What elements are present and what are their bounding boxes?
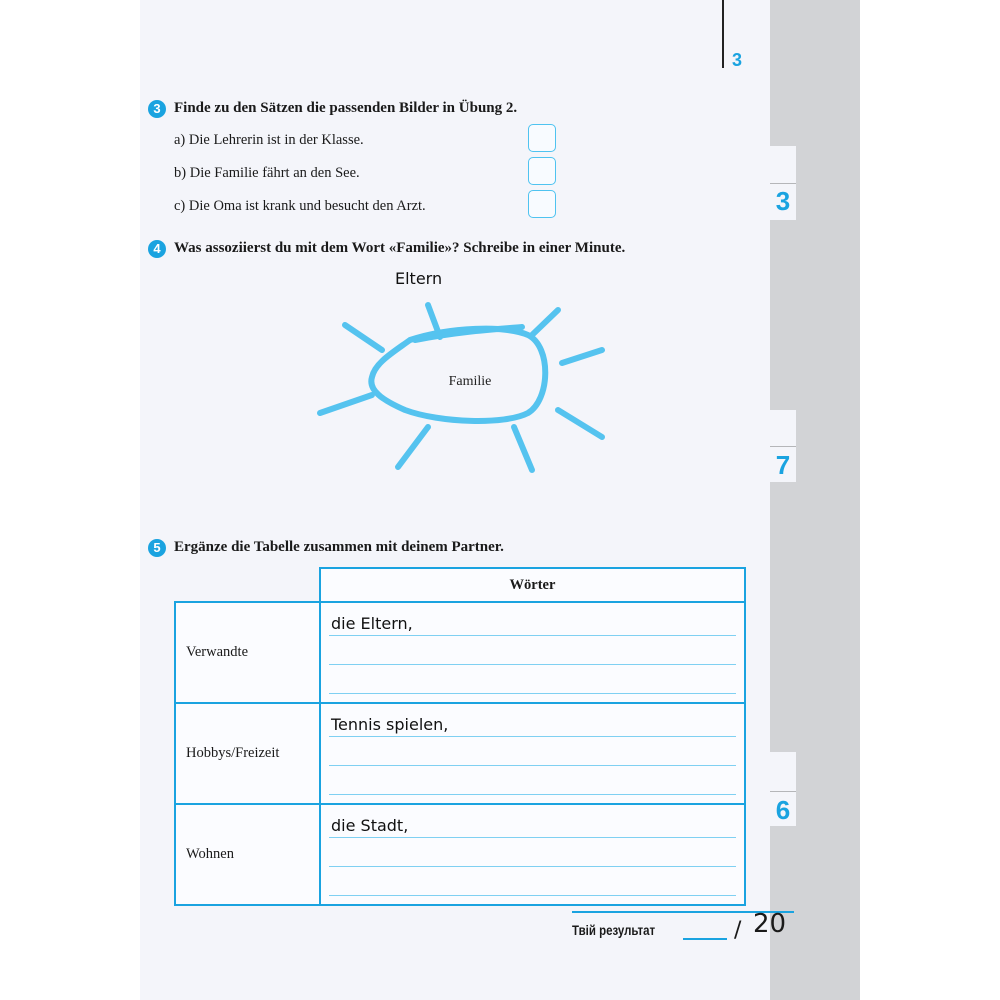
item-letter: c) [174,198,186,214]
answer-box[interactable] [528,190,556,218]
answer-box[interactable] [528,124,556,152]
writing-line[interactable] [329,708,736,737]
handwritten-entry: die Stadt, [331,816,409,835]
item-text: Die Lehrerin ist in der Klasse. [188,132,364,148]
table-row [175,703,745,804]
sun-ray [532,310,558,335]
writing-line[interactable] [329,607,736,636]
writing-line[interactable] [329,838,736,867]
page-number-rule [722,0,724,68]
side-tab-rule [770,183,796,184]
score-label: Твій результат [572,922,656,938]
score-max: 20 [753,909,787,939]
sun-ray [320,395,372,413]
item-text: Die Familie fährt an den See. [189,165,360,181]
strip-top [722,0,770,90]
writing-line[interactable] [329,636,736,665]
item-letter: a) [174,132,186,148]
word-sun-diagram [300,295,620,485]
exercise-item [174,165,360,182]
word-cell[interactable] [320,804,745,905]
row-label: Wohnen [175,804,320,905]
page-number: 3 [732,50,743,70]
handwritten-example: Eltern [395,269,443,288]
exercise-heading: Ergänze die Tabelle zusammen mit deinem Partner. [174,539,504,555]
table-row [175,602,745,703]
vocabulary-table [174,567,746,906]
table-corner [175,568,320,602]
table-row [175,804,745,905]
sun-center-word: Familie [448,374,492,389]
sun-ray [558,410,602,437]
exercise-item [174,132,364,149]
item-letter: b) [174,165,187,181]
exercise-number: 5 [148,539,166,557]
side-tab-number: 6 [775,795,791,825]
exercise-number: 4 [148,240,166,258]
writing-line[interactable] [329,766,736,795]
row-label: Hobbys/Freizeit [175,703,320,804]
item-text: Die Oma ist krank und besucht den Arzt. [188,198,426,214]
sun-ray [345,325,382,350]
word-cell[interactable] [320,602,745,703]
sun-ray [398,427,428,467]
handwritten-entry: Tennis spielen, [331,715,449,734]
exercise-heading: Was assoziierst du mit dem Wort «Familie»? Schreibe in einer Minute. [174,240,626,256]
answer-box[interactable] [528,157,556,185]
handwritten-entry: die Eltern, [331,614,413,633]
side-tab-number: 3 [775,186,791,216]
exercise-heading: Finde zu den Sätzen die passenden Bilder in Übung 2. [174,100,518,116]
exercise-item [174,198,426,215]
writing-line[interactable] [329,809,736,838]
sun-ray [562,350,602,363]
writing-line[interactable] [329,665,736,694]
score-input-line[interactable] [683,938,727,940]
column-header: Wörter [320,568,745,602]
side-tab-rule [770,446,796,447]
word-cell[interactable] [320,703,745,804]
score-slash: / [734,918,742,943]
table-header-row [175,568,745,602]
side-tab-number: 7 [775,450,791,480]
writing-line[interactable] [329,737,736,766]
side-tab-rule [770,791,796,792]
writing-line[interactable] [329,867,736,896]
row-label: Verwandte [175,602,320,703]
exercise-number: 3 [148,100,166,118]
sun-ray [514,427,532,470]
